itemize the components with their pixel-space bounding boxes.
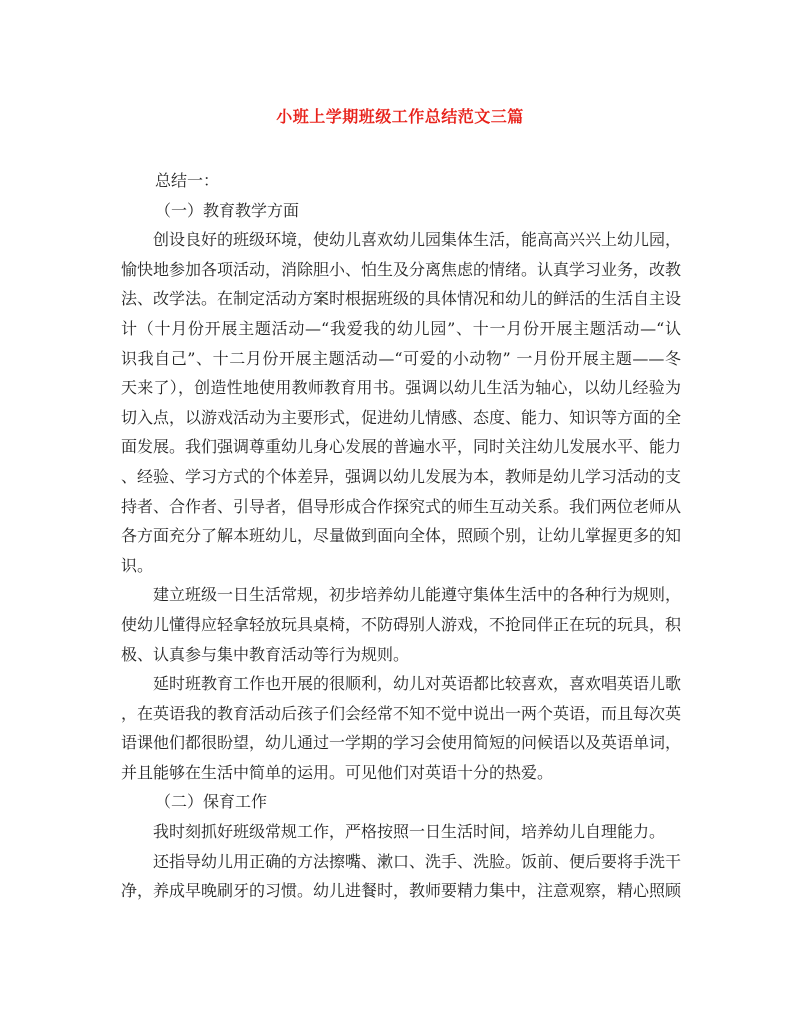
paragraph-line: 极、认真参与集中教育活动等行为规则。 [121,644,410,664]
document-title: 小班上学期班级工作总结范文三篇 [276,107,524,126]
paragraph-line: 天来了），创造性地使用教师教育用书。强调以幼儿生活为轴心，以幼儿经验为 [121,378,681,398]
paragraph-line: 创设良好的班级环境，使幼儿喜欢幼儿园集体生活，能高高兴兴上幼儿园， [153,230,682,250]
paragraph-line: 计（十月份开展主题活动—“我爱我的幼儿园”、十一月份开展主题活动—“认 [121,318,681,338]
paragraph-line: ，在英语我的教育活动后孩子们会经常不知不觉中说出一两个英语，而且每次英 [121,703,682,723]
paragraph-line: 持者、合作者、引导者，倡导形成合作探究式的师生互动关系。我们两位老师从 [121,496,682,516]
paragraph-line: 各方面充分了解本班幼儿，尽量做到面向全体，照顾个别，让幼儿掌握更多的知 [121,526,682,546]
paragraph-line: 识我自己”、十二月份开展主题活动—“可爱的小动物” 一月份开展主题——冬 [121,348,681,368]
paragraph-line: 使幼儿懂得应轻拿轻放玩具桌椅，不防碍别人游戏，不抢同伴正在玩的玩具，积 [121,614,682,634]
paragraph-line: 延时班教育工作也开展的很顺利，幼儿对英语都比较喜欢，喜欢唱英语儿歌 [153,674,682,694]
paragraph-line: 、经验、学习方式的个体差异，强调以幼儿发展为本，教师是幼儿学习活动的支 [121,466,682,486]
paragraph-line: 法、改学法。在制定活动方案时根据班级的具体情况和幼儿的鲜活的生活自主设 [121,289,682,309]
paragraph-line: 切入点，以游戏活动为主要形式，促进幼儿情感、态度、能力、知识等方面的全 [121,407,682,427]
paragraph-line: 并且能够在生活中简单的运用。可见他们对英语十分的热爱。 [121,762,554,782]
paragraph-line: 还指导幼儿用正确的方法擦嘴、漱口、洗手、洗脸。饭前、便后要将手洗干 [153,851,682,871]
paragraph-line: 语课他们都很盼望，幼儿通过一学期的学习会使用简短的问候语以及英语单词， [121,733,682,753]
subsection-heading: （二）保育工作 [155,792,268,812]
document-body [121,166,681,906]
paragraph-line: 我时刻抓好班级常规工作，严格按照一日生活时间，培养幼儿自理能力。 [153,822,666,842]
paragraph-line: 面发展。我们强调尊重幼儿身心发展的普遍水平，同时关注幼儿发展水平、能力 [121,437,682,457]
section-heading: 总结一： [155,171,220,190]
paragraph-line: 识。 [121,555,154,575]
paragraph-line: 建立班级一日生活常规，初步培养幼儿能遵守集体生活中的各种行为规则， [153,585,682,605]
paragraph-line: 愉快地参加各项活动，消除胆小、怕生及分离焦虑的情绪。认真学习业务，改教 [121,259,682,279]
subsection-heading: （一）教育教学方面 [155,200,300,220]
paragraph-line: 净，养成早晚刷牙的习惯。幼儿进餐时，教师要精力集中，注意观察，精心照顾 [121,881,682,901]
